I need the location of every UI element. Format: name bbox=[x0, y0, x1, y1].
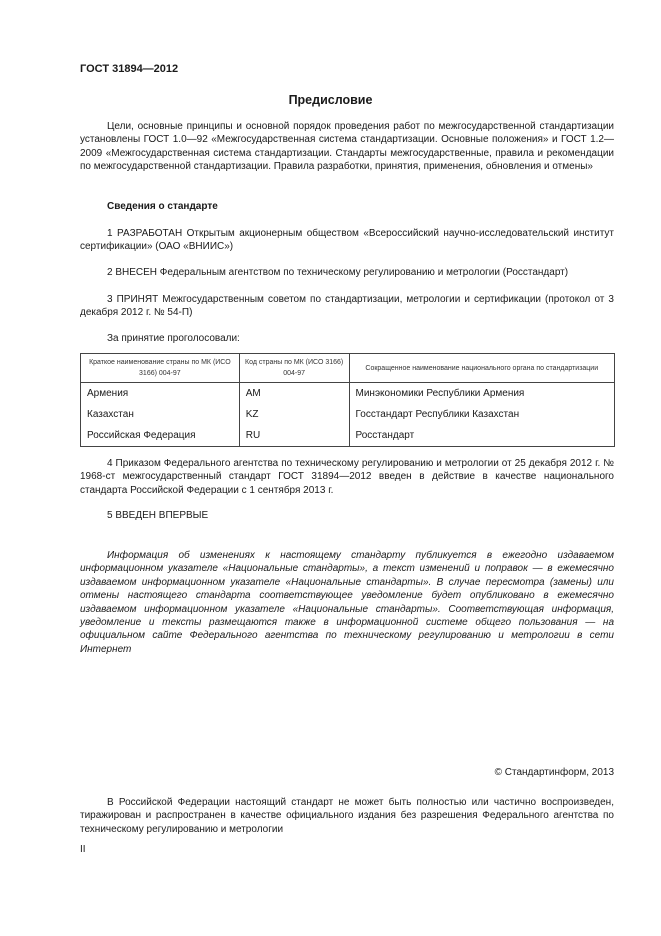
item-3 bbox=[80, 293, 614, 320]
table-header-row bbox=[81, 354, 615, 383]
copyright: © Стандартинформ, 2013 bbox=[494, 767, 614, 778]
intro-paragraph bbox=[80, 120, 614, 174]
item-2-text: 2 ВНЕСЕН Федеральным агентством по техническому регулированию и метрологии (Росстандарт) bbox=[107, 267, 569, 278]
item-4-text: 4 Приказом Федерального агентства по техническому регулированию и метрологии от 25 декабря 2012 г. № 1968-ст межгосударственный стандарт ГОСТ 31894—2012 введен в действие в качестве национального стандарта Российской Федерации с 1 сентября 2013 г. bbox=[80, 458, 614, 496]
table-row bbox=[81, 383, 615, 405]
table-row bbox=[81, 404, 615, 425]
item-1 bbox=[80, 227, 614, 254]
info-heading: Сведения о стандарте bbox=[107, 201, 218, 212]
cell-body: Минэкономики Республики Армения bbox=[349, 383, 614, 405]
header-country-code: Код страны по МК (ИСО 3166) 004-97 bbox=[239, 354, 349, 383]
table-row bbox=[81, 425, 615, 447]
acceptance-table bbox=[80, 353, 615, 447]
cell-body: Госстандарт Республики Казахстан bbox=[349, 404, 614, 425]
header-country-name: Краткое наименование страны по МК (ИСО 3166) 004-97 bbox=[81, 354, 240, 383]
restriction-text: В Российской Федерации настоящий стандарт не может быть полностью или частично воспроизведен, тиражирован и распространен в качестве официального издания без разрешения Федерального агентства по техническому регулированию и метрологии bbox=[80, 797, 614, 835]
header-national-body: Сокращенное наименование национального органа по стандартизации bbox=[349, 354, 614, 383]
cell-code: RU bbox=[239, 425, 349, 447]
item-5: 5 ВВЕДЕН ВПЕРВЫЕ bbox=[107, 510, 209, 521]
cell-country: Казахстан bbox=[81, 404, 240, 425]
item-1-text: 1 РАЗРАБОТАН Открытым акционерным обществом «Всероссийский научно-исследовательский институт сертификации» (ОАО «ВНИИС») bbox=[80, 228, 614, 253]
page-number: II bbox=[80, 844, 86, 855]
cell-code: KZ bbox=[239, 404, 349, 425]
document-header: ГОСТ 31894—2012 bbox=[80, 63, 179, 75]
item-2 bbox=[80, 266, 614, 279]
intro-text: Цели, основные принципы и основной порядок проведения работ по межгосударственной стандартизации установлены ГОСТ 1.0—92 «Межгосударственная система стандартизации. Основные положения» и ГОСТ 1.2—2009 «Межгосударственная система стандартизации. Стандарты межгосударственные, правила и рекомендации по межгосударственной стандартизации. Правила разработки, принятия, применения, обновления и отмены» bbox=[80, 121, 614, 173]
change-notice-text: Информация об изменениях к настоящему стандарту публикуется в ежегодно издаваемом информационном указателе «Национальные стандарты», а текст изменений и поправок — в ежемесячно издаваемом информационном указателе «Национальные стандарты». В случае пересмотра (замены) или отмены настоящего стандарта соответствующее уведомление будет опубликовано в ежемесячно издаваемом информационном указателе «Национальные стандарты». Соответствующая информация, уведомление и тексты размещаются также в информационной системе общего пользования — на официальном сайте Федерального агентства по техническому регулированию и метрологии в сети Интернет bbox=[80, 550, 614, 655]
cell-country: Армения bbox=[81, 383, 240, 405]
vote-label: За принятие проголосовали: bbox=[107, 333, 240, 344]
restriction-notice bbox=[80, 796, 614, 836]
cell-country: Российская Федерация bbox=[81, 425, 240, 447]
cell-code: AM bbox=[239, 383, 349, 405]
section-title: Предисловие bbox=[288, 93, 373, 107]
item-4 bbox=[80, 457, 614, 497]
cell-body: Росстандарт bbox=[349, 425, 614, 447]
change-notice bbox=[80, 549, 614, 656]
item-3-text: 3 ПРИНЯТ Межгосударственным советом по стандартизации, метрологии и сертификации (протокол от 3 декабря 2012 г. № 54-П) bbox=[80, 294, 614, 319]
